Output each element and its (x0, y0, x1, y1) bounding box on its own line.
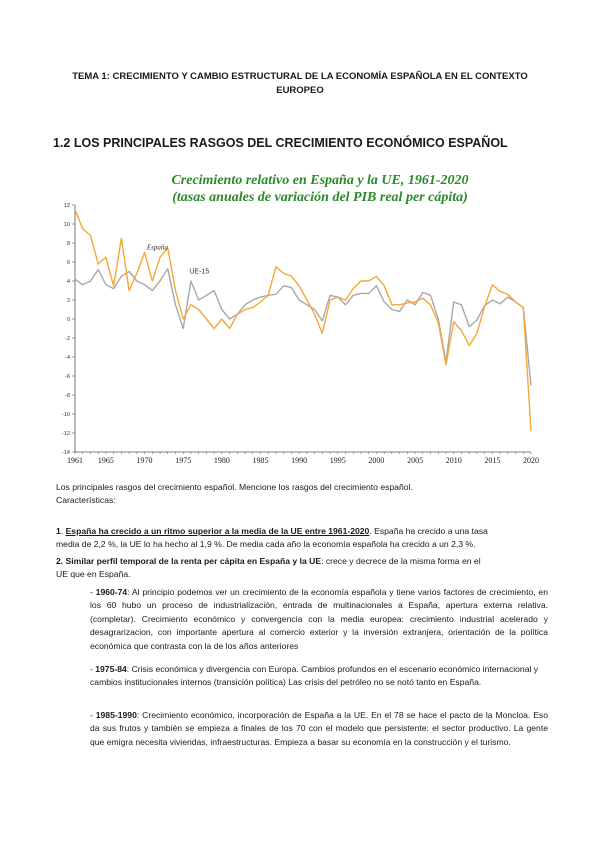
series-line-eu15 (75, 269, 531, 386)
chart-title: Crecimiento relativo en España y la UE, 1961-2020 (171, 173, 469, 188)
intro-line: Los principales rasgos del crecimiento español. Mencione los rasgos del crecimiento español. (56, 482, 413, 492)
section-title: 1.2 LOS PRINCIPALES RASGOS DEL CRECIMIENTO ECONÓMICO ESPAÑOL (53, 136, 508, 150)
chart-series (75, 210, 531, 431)
x-tick-label: 1990 (291, 456, 308, 465)
x-tick-label: 1980 (213, 456, 230, 465)
x-axis (67, 452, 539, 465)
header-line-1: TEMA 1: CRECIMIENTO Y CAMBIO ESTRUCTURAL DE LA ECONOMÍA ESPAÑOLA EN EL CONTEXTO (72, 71, 528, 82)
series-line-spain (75, 210, 531, 431)
characteristics-label: Características: (56, 495, 116, 506)
point-2-line2: UE que en España. (56, 569, 131, 580)
legend-label-spain: España (146, 243, 168, 252)
y-tick-label: 6 (66, 260, 70, 266)
y-tick-label: 2 (66, 298, 70, 304)
y-tick-label: 12 (63, 203, 70, 209)
x-tick-label: 2010 (445, 456, 462, 465)
x-tick-label: 2020 (523, 456, 539, 465)
point-2-text: : crece y decrece de la misma forma en el (321, 556, 481, 566)
period-label: 1960-74 (95, 587, 128, 597)
x-tick-label: 1995 (329, 456, 346, 465)
point-1-number: 1 (56, 526, 61, 536)
point-1: 1. España ha crecido a un ritmo superior a la media de la UE entre 1961-2020. España ha crecido a una tasa media de 2,2 %, la UE lo ha hecho al 1,9 %. De media cada año la economía española ha crecido a un 2,3 %. (56, 525, 548, 552)
x-tick-label: 1961 (67, 456, 83, 465)
period-item: - 1975-84: Crisis económica y divergencia con Europa. Cambios profundos en el escenario económico internacional y cambios institucionales internos (transición política) Las crisis del petróleo no se notó tanto en España. (90, 664, 539, 688)
period-item: - 1960-74: Al principio podemos ver un crecimiento de la economía española y tiene varios factores de crecimiento, en los 60 hubo un proceso de industrialización, entrada de multinacionales a España, apertura externa relativa. (completar). Crecimiento económico y convergencia con la media europea: crecimiento industrial acelerado y desagrarizacion, con importante apertura al comercio exterior y la inversión extranjera, orientación de la política económica que contrasta con la de los años anteriores (90, 587, 548, 651)
y-tick-label: -4 (65, 355, 70, 361)
period-label: 1975-84 (95, 664, 127, 674)
chart-subtitle: (tasas anuales de variación del PIB real per cápita) (172, 190, 468, 205)
legend-label-eu15: UE-15 (189, 268, 210, 276)
intro-paragraph (56, 481, 548, 508)
y-tick-label: 4 (66, 279, 70, 285)
period-text: : Al principio podemos ver un crecimiento de la economía española y tiene varios factores de crecimiento, en los 60 hubo un proceso de industrialización, entrada de multinacionales a España, apertura externa relativa. (completar). Crecimiento económico y convergencia con la media europea: crecimiento industrial acelerado y desagrarizacion, con importante apertura al comercio exterior y la inversión extranjera, orientación de la política económica que contrasta con la de los años anteriores (90, 587, 548, 651)
x-tick-label: 1970 (136, 456, 153, 465)
x-tick-label: 1965 (97, 456, 114, 465)
y-tick-label: -2 (65, 336, 70, 342)
y-tick-label: -12 (62, 431, 70, 437)
period-text: : Crecimiento económico, incorporación de España a la UE. En el 78 se hace el pacto de la Moncloa. Eso da sus frutos y también se empieza a finales de los 70 con el modelo que persistente: el sector productivo. La gente que emigra necesita viviendas, infraestructuras. Empieza a basar su economía en la construcción y el turismo. (90, 710, 549, 747)
y-tick-label: -10 (62, 412, 70, 418)
y-tick-label: -8 (65, 393, 70, 399)
y-tick-label: -14 (62, 450, 70, 456)
point-1-text: . España ha crecido a una tasa (369, 526, 488, 536)
y-tick-label: 0 (66, 317, 70, 323)
growth-line-chart (56, 200, 546, 472)
x-tick-label: 2000 (368, 456, 385, 465)
x-tick-label: 2015 (484, 456, 501, 465)
period-item: - 1985-1990: Crecimiento económico, incorporación de España a la UE. En el 78 se hace el pacto de la Moncloa. Eso da sus frutos y también se empieza a finales de los 70 con el modelo que persistente: el sector productivo. La gente que emigra necesita viviendas, infraestructuras. Empieza a basar su economía en la construcción y el turismo. (90, 710, 549, 747)
point-1-line2: media de 2,2 %, la UE lo ha hecho al 1,9 %. De media cada año la economía española ha crecido a un 2,3 %. (56, 539, 476, 550)
x-tick-label: 1985 (252, 456, 269, 465)
y-tick-label: 8 (66, 241, 70, 247)
x-tick-label: 1975 (175, 456, 192, 465)
y-tick-label: -6 (65, 374, 70, 380)
period-text: : Crisis económica y divergencia con Europa. Cambios profundos en el escenario económico internacional y cambios institucionales internos (transición política) Las crisis del petróleo no se notó tanto en España. (90, 664, 539, 688)
y-axis (62, 203, 75, 456)
header-line-2: EUROPEO (276, 85, 324, 96)
point-2 (56, 555, 548, 582)
document-header (40, 70, 560, 98)
x-tick-label: 2005 (407, 456, 424, 465)
point-2-heading: 2. Similar perfil temporal de la renta per cápita en España y la UE (56, 556, 322, 566)
period-label: 1985-1990 (95, 710, 137, 720)
point-1-heading: España ha crecido a un ritmo superior a la media de la UE entre 1961-2020 (65, 526, 370, 536)
y-tick-label: 10 (63, 222, 70, 228)
